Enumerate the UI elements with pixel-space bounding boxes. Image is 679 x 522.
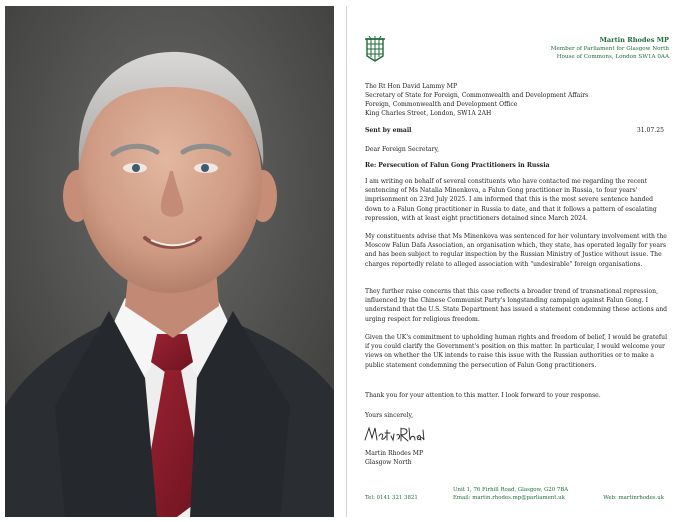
letter-page: [346, 6, 677, 517]
signatory-name: Martin Rhodes MP: [365, 450, 424, 457]
paragraph: They further raise concerns that this case reflects a broader trend of transnational repression, influenced by the Chinese Communist Party's longstanding campaign against Falun Gong. I understand that the U.S. State Department has issued a statement condemning these actions and urging respect for religious freedom.: [365, 288, 668, 323]
sent-by-email: Sent by email: [365, 127, 412, 134]
footer-email: Email: martin.rhodes.mp@parliament.uk: [453, 495, 565, 501]
recipient-line: Secretary of State for Foreign, Commonwealth and Development Affairs: [365, 92, 589, 99]
recipient-line: The Rt Hon David Lammy MP: [365, 83, 458, 90]
letter-date: 31.07.25: [636, 127, 664, 134]
recipient-line: Foreign, Commonwealth and Development Office: [365, 101, 518, 108]
footer-tel: Tel: 0141 321 3821: [365, 495, 418, 501]
portrait-photo: [5, 6, 334, 517]
portrait-illustration: [5, 6, 334, 517]
paragraph: Thank you for your attention to this matter. I look forward to your response.: [365, 392, 601, 399]
paragraph: My constituents advise that Ms Minenkova was sentenced for her voluntary involvement with the Moscow Falun Dafa Association, an organisation which, they state, has operated legally for years and has been subject to regular inspection by the Russian Ministry of Justice without issue. The charges reportedly relate to alleged association with "undesirable" foreign organisations.: [365, 233, 667, 268]
footer-address: Unit 1, 76 Firhill Road, Glasgow, G20 7BA: [453, 487, 569, 493]
subject-line: Re: Persecution of Falun Gong Practitioners in Russia: [365, 162, 550, 169]
closing: Yours sincerely,: [365, 412, 414, 419]
salutation: Dear Foreign Secretary,: [365, 146, 440, 153]
signatory-constituency: Glasgow North: [365, 459, 412, 466]
paragraph: Given the UK's commitment to upholding human rights and freedom of belief, I would be grateful if you could clarify the Government's position on this matter. In particular, I would welcome your views on whether the UK intends to raise this issue with the Russian authorities or to make a public statement condemning the persecution of Falun Gong practitioners.: [365, 334, 668, 369]
portcullis-icon: [363, 36, 387, 62]
letterhead-role: Member of Parliament for Glasgow North: [550, 46, 669, 52]
footer-web: Web: martinrhodes.uk: [603, 495, 664, 501]
handwritten-signature: [363, 424, 427, 446]
paragraph: I am writing on behalf of several constituents who have contacted me regarding the recent sentencing of Ms Natalia Minenkova, a Falun Gong practitioner in Russia, to four years' imprisonment on 23rd July 2025. I am informed that this is the most severe sentence handed down to a Falun Gong practitioner in Russia to date, and that it follows a pattern of escalating repression, with at least eight practitioners detained since March 2024.: [365, 178, 657, 222]
letterhead-address: House of Commons, London SW1A 0AA: [556, 54, 669, 60]
letterhead-name: Martin Rhodes MP: [599, 36, 669, 44]
recipient-line: King Charles Street, London, SW1A 2AH: [365, 110, 492, 117]
